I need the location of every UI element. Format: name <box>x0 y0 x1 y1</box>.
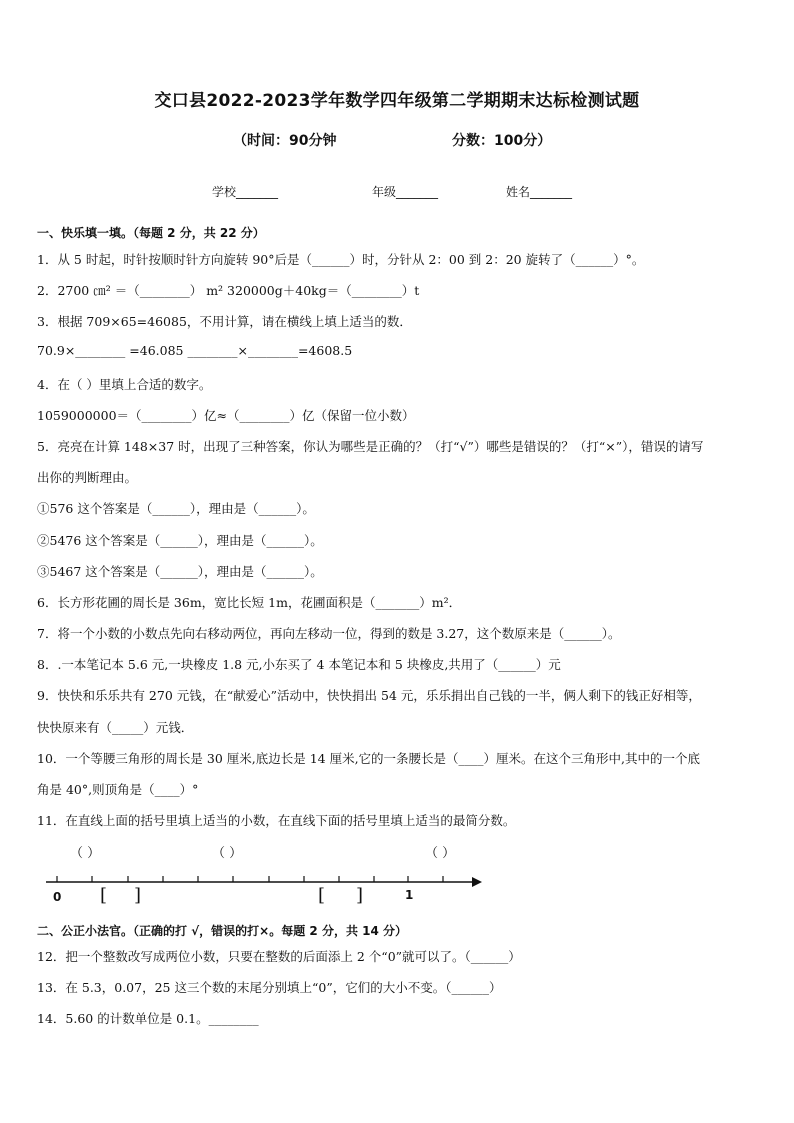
name-field[interactable]: 姓名_______ <box>506 185 573 199</box>
numberline-bracket-right-2[interactable]: ] <box>356 885 364 906</box>
question-5-choice-3: ③5467 这个答案是（______），理由是（______）。 <box>37 564 323 579</box>
exam-time: （时间：90分钟 <box>233 133 337 149</box>
question-11: 11．在直线上面的括号里填上适当的小数，在直线下面的括号里填上适当的最简分数。 <box>37 813 516 828</box>
question-2: 2．2700 ㎝² ＝（________） m² 320000g＋40kg＝（________）t <box>37 283 420 298</box>
question-4-blanks: 1059000000＝（________）亿≈（________）亿（保留一位小数） <box>37 408 415 423</box>
exam-score: 分数：100分） <box>452 133 552 149</box>
question-10: 10．一个等腰三角形的周长是 30 厘米,底边长是 14 厘米,它的一条腰长是（____）厘米。在这个三角形中,其中的一个底 <box>37 751 701 766</box>
numberline-paren-top-2[interactable]: （ ） <box>212 846 243 861</box>
question-5-choice-2: ②5476 这个答案是（______），理由是（______）。 <box>37 533 323 548</box>
numberline-bracket-right-1[interactable]: ] <box>134 885 142 906</box>
question-3: 3．根据 709×65=46085，不用计算，请在横线上填上适当的数． <box>37 314 412 329</box>
question-3-blanks: 70.9×________ =46.085 ________×________=4608.5 <box>37 343 353 358</box>
numberline-label-one: 1 <box>405 888 414 902</box>
question-9: 9．快快和乐乐共有 270 元钱，在“献爱心”活动中，快快捐出 54 元，乐乐捐出自己钱的一半，俩人剩下的钱正好相等， <box>37 688 701 703</box>
question-1: 1．从 5 时起，时针按顺时针方向旋转 90°后是（______）时，分针从 2：00 到 2：20 旋转了（______）°。 <box>37 252 645 267</box>
numberline-label-zero: 0 <box>53 890 62 904</box>
school-field[interactable]: 学校_______ <box>212 185 279 199</box>
question-6: 6．长方形花圃的周长是 36m，宽比长短 1m，花圃面积是（_______）m²． <box>37 595 462 610</box>
numberline-paren-top-1[interactable]: （ ） <box>70 846 101 861</box>
number-line <box>40 870 490 910</box>
grade-field[interactable]: 年级_______ <box>372 185 439 199</box>
question-12: 12．把一个整数改写成两位小数，只要在整数的后面添上 2 个“0”就可以了。（______） <box>37 949 521 964</box>
question-10-cont: 角是 40°,则顶角是（____）° <box>37 782 199 797</box>
question-9-cont: 快快原来有（_____）元钱． <box>37 720 194 735</box>
question-5-choice-1: ①576 这个答案是（______），理由是（______）。 <box>37 501 315 516</box>
question-4: 4．在（ ）里填上合适的数字。 <box>37 377 212 392</box>
question-13: 13．在 5.3，0.07，25 这三个数的末尾分别填上“0”，它们的大小不变。（______） <box>37 980 502 995</box>
question-7: 7．将一个小数的小数点先向右移动两位，再向左移动一位，得到的数是 3.27，这个数原来是（______）。 <box>37 626 621 641</box>
numberline-paren-top-3[interactable]: （ ） <box>425 846 456 861</box>
section-1-heading: 一、快乐填一填。（每题 2 分，共 22 分） <box>37 226 265 240</box>
question-8: 8．.一本笔记本 5.6 元,一块橡皮 1.8 元,小东买了 4 本笔记本和 5 块橡皮,共用了（______）元 <box>37 657 561 672</box>
page-title: 交口县2022-2023学年数学四年级第二学期期末达标检测试题 <box>154 91 640 111</box>
numberline-bracket-left-2[interactable]: [ <box>318 885 326 906</box>
question-5-cont: 出你的判断理由。 <box>37 470 138 485</box>
numberline-bracket-left-1[interactable]: [ <box>100 885 108 906</box>
section-2-heading: 二、公正小法官。（正确的打 √，错误的打×。每题 2 分，共 14 分） <box>37 924 407 938</box>
question-14: 14．5.60 的计数单位是 0.1。________ <box>37 1011 259 1026</box>
question-5: 5．亮亮在计算 148×37 时，出现了三种答案，你认为哪些是正确的？（打“√”）哪些是错误的？（打“×”），错误的请写 <box>37 439 704 454</box>
